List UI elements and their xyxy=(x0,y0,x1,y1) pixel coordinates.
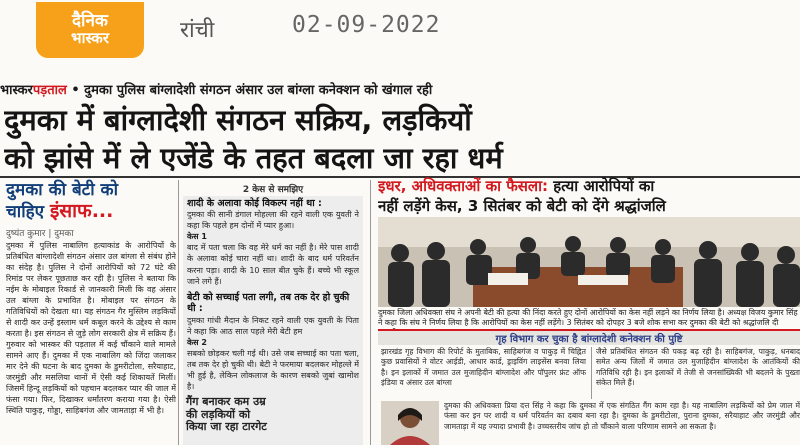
newspaper-logo xyxy=(36,2,144,58)
column-divider-1 xyxy=(178,180,179,445)
kicker-tag: पड़ताल xyxy=(32,83,67,98)
home-dept-column-a: झारखंड गृह विभाग की रिपोर्ट के मुताबिक, साहिबगंज व पाकुड़ में चिह्नित कुछ प्रवासियों ने वोटर आईडी, आधार कार्ड, ड्राइविंग लाइसेंस बनवा लिया है। इन इलाकों में जमात उल मुजाहिदीन बांग्लादेश और पॉपुलर फ्रंट ऑफ इंडिया व अंसार उल बांग्ला xyxy=(381,347,586,387)
lawyer-portrait xyxy=(381,401,439,445)
case-1-block xyxy=(187,198,359,287)
case-2-block xyxy=(187,292,359,392)
group-photo-illustration xyxy=(378,217,800,307)
right-headline-2: नहीं लड़ेंगे केस, 3 सितंबर को बेटी को देंगे श्रद्धांजलि xyxy=(378,197,666,215)
case-1-text-a: दुमका की सानी डंगाल मोहल्ला की रहने वाली एक युवती ने कहा कि पहले हम दोनों में प्यार हुआ। xyxy=(187,210,359,231)
pull-quote-line-3: किया जा रहा टारगेट xyxy=(186,420,267,434)
left-title-line-2 xyxy=(6,200,174,223)
pull-quote xyxy=(186,396,336,434)
logo-line-2: भास्कर xyxy=(71,29,109,48)
left-title-line-1: दुमका की बेटी को xyxy=(6,180,119,200)
right-headline-red: इधर, अधिवक्ताओं का फैसला: xyxy=(378,177,548,195)
kicker-label: भास्कर xyxy=(0,83,33,98)
case-1-text-b: बाद में पता चला कि वह मेरे धर्म का नहीं है। मेरे पास शादी के अलावा कोई चारा नहीं था। शादी के बाद धर्म परिवर्तन करना पड़ा। शादी के 10 साल बीत चुके हैं। बच्चे भी स्कूल जाने लगे हैं। xyxy=(187,243,359,286)
case-2-text-a: दुमका गांधी मैदान के निकट रहने वाली एक युवती के पिता ने कहा कि आठ साल पहले मेरी बेटी हम xyxy=(187,315,359,336)
byline: दुष्यंत कुमार | दुमका xyxy=(6,229,74,239)
left-column-title xyxy=(6,180,174,223)
group-photo xyxy=(378,217,800,307)
middle-column-head: 2 केस से समझिए xyxy=(242,185,304,195)
headline-line-1: दुमका में बांग्लादेशी संगठन सक्रिय, लड़कियों xyxy=(4,103,472,137)
right-headline-1 xyxy=(378,176,800,196)
edition-city: रांची xyxy=(180,18,215,43)
headline-line-2: को झांसे में ले एजेंडे के तहत बदला जा रहा धर्म xyxy=(4,141,503,175)
case-2-subhead: बेटी को सच्चाई पता लगी, तब तक देर हो चुकी थी : xyxy=(187,292,350,315)
pull-quote-line-1: गैंग बनाकर कम उम्र xyxy=(186,395,266,408)
case-1-subhead: शादी के अलावा कोई विकल्प नहीं था : xyxy=(187,198,322,209)
pull-quote-line-2: की लड़कियों को xyxy=(186,407,251,421)
kicker-text: • दुमका पुलिस बांग्लादेशी संगठन अंसार उल बांग्ला कनेक्शन को खंगाल रही xyxy=(66,83,433,98)
case-2-text-b: सबको छोड़कर चली गई थी। उसे जब सच्चाई का पता चला, तब तक देर हो चुकी थी। बेटी ने फरमाया बदलकर मोहल्ले में भी हुई है, लेकिन लोकलाज के कारण सबको जुबां खामोश है। xyxy=(187,348,359,391)
lawyer-quote-text: दुमका की अधिवक्ता प्रिया दत्त सिंह ने कहा कि दुमका में एक संगठित गैंग काम रहा है। यह नाबालिग लड़कियों को प्रेम जाल में फंसा कर इन पर शादी व धर्म परिवर्तन का दबाव बना रहा है। दुमका के डुमरीटोला, पुराना दुमका, सरैयाहाट और जरमुंडी और जामताड़ा में यह ज्यादा प्रभावी है। उच्चस्तरीय जांच हो तो चौंकाने वाला परिणाम सामने आ सकता है। xyxy=(444,401,800,431)
home-dept-column-b: जैसे प्रतिबंधित संगठन की पकड़ बढ़ रही है। साहिबगंज, पाकुड़, धनबाद समेत अन्य जिलों में जमात उल मुजाहिदीन बांग्लादेश के आतंकियों की गतिविधि रही है। इन इलाकों में तेजी से जनसांख्यिकी भी बदलने के पुख्ता संकेत मिले हैं। xyxy=(596,347,800,387)
case-1-label: केस 1 xyxy=(187,232,207,242)
home-dept-box-title: गृह विभाग कर चुका है बांग्लादेशी कनेक्शन की पुष्टि xyxy=(378,329,800,345)
edition-date: 02-09-2022 xyxy=(292,12,441,38)
logo-line-1: दैनिक xyxy=(72,11,108,32)
right-headline-black: हत्या आरोपियों का xyxy=(547,177,655,195)
left-title-highlight: इंसाफ... xyxy=(49,200,114,223)
column-divider-3 xyxy=(591,347,592,399)
left-title-line-2a: चाहिए xyxy=(6,202,50,223)
column-divider-2 xyxy=(370,180,371,445)
left-column-body: दुमका में पुलिस नाबालिग हत्याकांड के आरोपियों के प्रतिबंधित बांग्लादेशी संगठन अंसार उल बांग्ला से संबंध होने का संदेह है। पुलिस ने दोनों आरोपियों को 72 घंटे की रिमांड पर लेकर पूछताछ कर रही है। पुलिस ने बताया कि नईम के मोबाइल रिकार्ड से जानकारी मिली कि वह अंसार उल बांग्ला के प्रभावित है। मोबाइल पर संगठन के गतिविधियों को देखता था। यह संगठन गैर मुस्लिम लड़कियों से शादी कर उन्हें इस्लाम धर्म कबूल करने के उद्देश्य से काम करता है। इस संगठन से जुड़े लोग सरकारी क्षेत्र में सक्रिय हैं। गुरुवार को भास्कर की पड़ताल में कई चौंकाने वाले मामले सामने आए हैं। दुमका में एक नाबालिग को जिंदा जलाकर मार देने की घटना के बाद दुमका के डुमरीटोला, सरैयाहाट, जरमुंडी और मसलिया थानों में ऐसी कई शिकायतें मिलीं। जिसमें हिन्दू लड़कियों को पहचान बदलकर प्यार की जाल में फंसा गया। फिर, दिखाकर धर्मांतरण कराया गया है। ऐसी स्थिति पाकुड़, गोड्डा, साहिबगंज और जामताड़ा में भी है। xyxy=(6,241,176,416)
lawyer-portrait-illustration xyxy=(381,401,439,445)
case-2-label: केस 2 xyxy=(187,337,207,347)
photo-caption: दुमका जिला अधिवक्ता संघ ने अपनी बेटी की हत्या की निंदा करते हुए दोनों आरोपियों का केस नहीं लड़ने का निर्णय लिया है। अध्यक्ष विजय कुमार सिंह ने कहा कि संघ ने निर्णय लिया है कि आरोपियों का केस नहीं लड़ेंगे। 3 सितंबर को दोपहर 3 बजे शोक सभा कर दुमका की बेटी को श्रद्धांजलि दी xyxy=(378,308,798,328)
kicker-line xyxy=(0,80,800,100)
